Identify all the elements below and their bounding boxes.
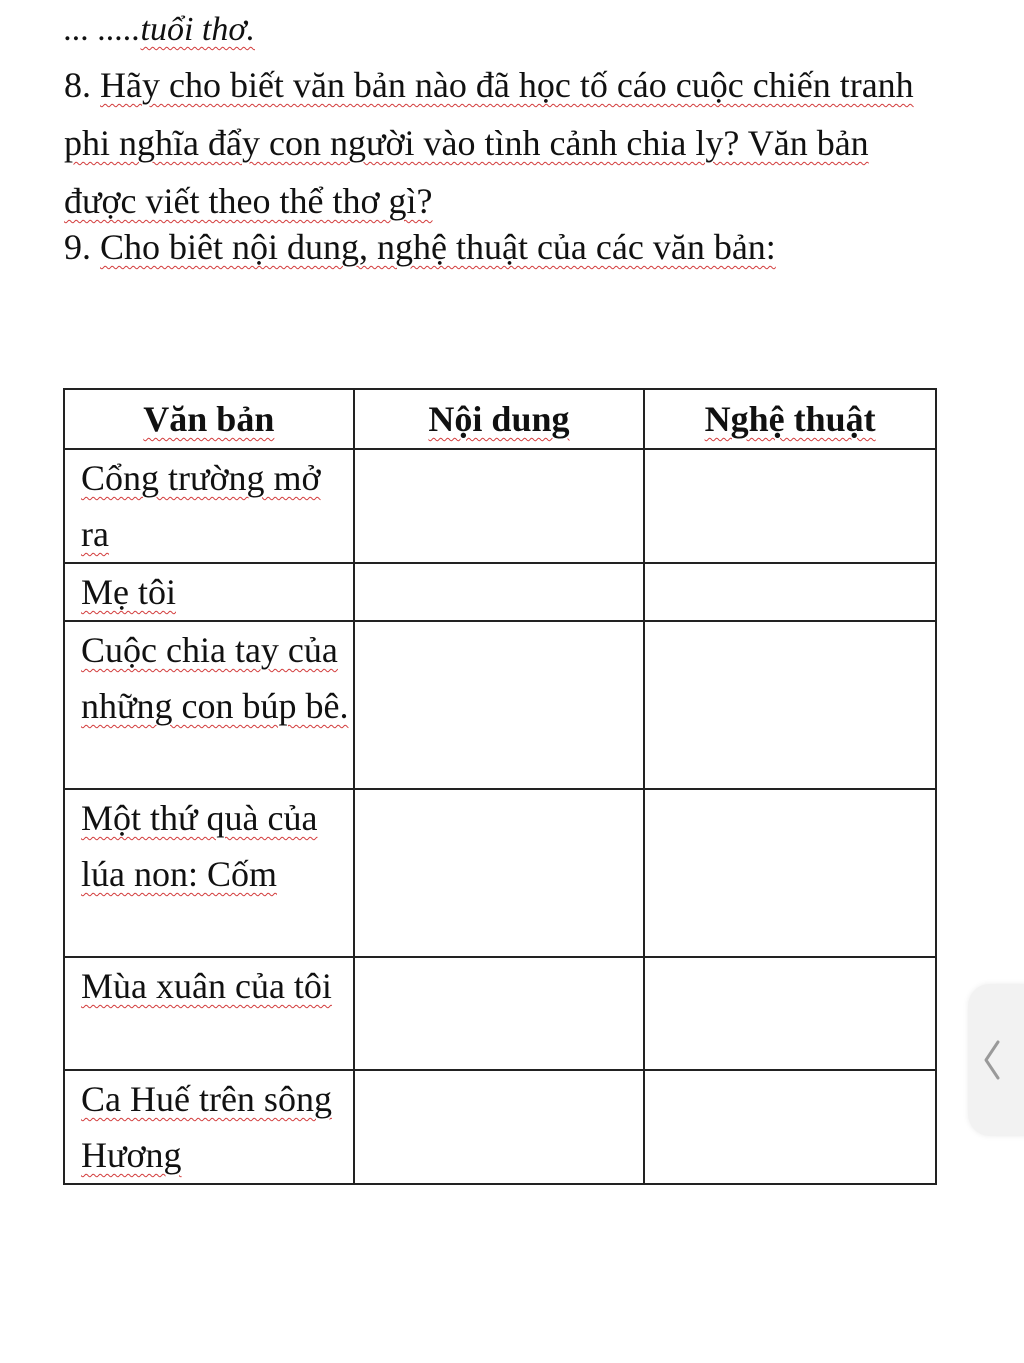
question-9	[64, 218, 944, 276]
cell-van-ban: Cuộc chia tay của những con búp bê.	[64, 621, 354, 789]
cell-noi-dung[interactable]	[354, 449, 645, 563]
cell-nghe-thuat[interactable]	[644, 449, 936, 563]
header-noi-dung: Nội dung	[354, 389, 645, 449]
table-row	[64, 789, 936, 957]
literature-table	[63, 388, 937, 1185]
header-van-ban: Văn bản	[64, 389, 354, 449]
question-8-number: 8.	[64, 65, 91, 105]
cell-van-ban: Mẹ tôi	[64, 563, 354, 621]
fragment-dots: ... .....	[64, 11, 141, 48]
chevron-left-icon[interactable]	[978, 1038, 1004, 1082]
question-9-text: Cho biêt nội dung, nghệ thuật của các văn bản:	[100, 227, 776, 267]
cell-van-ban: Ca Huế trên sông Hương	[64, 1070, 354, 1184]
cell-noi-dung[interactable]	[354, 957, 645, 1070]
cell-van-ban: Mùa xuân của tôi	[64, 957, 354, 1070]
side-panel-handle[interactable]	[968, 984, 1024, 1136]
question-8-text: Hãy cho biết văn bản nào đã học tố cáo cuộc chiến tranh phi nghĩa đẩy con người vào tình cảnh chia ly? Văn bản được viết theo thể thơ gì?	[64, 65, 914, 221]
question-9-number: 9.	[64, 227, 91, 267]
table-row	[64, 621, 936, 789]
cell-noi-dung[interactable]	[354, 789, 645, 957]
previous-text-fragment	[64, 6, 255, 54]
table-row	[64, 449, 936, 563]
cell-noi-dung[interactable]	[354, 563, 645, 621]
cell-van-ban: Một thứ quà của lúa non: Cốm	[64, 789, 354, 957]
cell-nghe-thuat[interactable]	[644, 621, 936, 789]
header-nghe-thuat: Nghệ thuật	[644, 389, 936, 449]
cell-noi-dung[interactable]	[354, 1070, 645, 1184]
cell-nghe-thuat[interactable]	[644, 563, 936, 621]
cell-noi-dung[interactable]	[354, 621, 645, 789]
table-row	[64, 1070, 936, 1184]
cell-nghe-thuat[interactable]	[644, 957, 936, 1070]
table-row	[64, 957, 936, 1070]
table-row	[64, 563, 936, 621]
cell-nghe-thuat[interactable]	[644, 789, 936, 957]
fragment-text: tuổi thơ.	[140, 11, 255, 48]
table-header-row	[64, 389, 936, 449]
cell-nghe-thuat[interactable]	[644, 1070, 936, 1184]
question-8	[64, 56, 944, 230]
cell-van-ban: Cổng trường mở ra	[64, 449, 354, 563]
